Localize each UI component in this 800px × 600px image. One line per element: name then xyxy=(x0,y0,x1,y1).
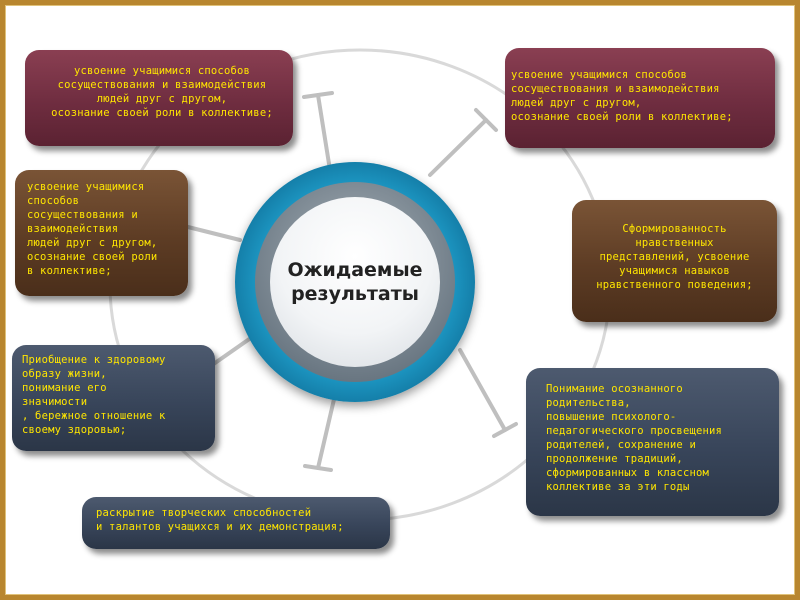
result-box-mid-left xyxy=(15,170,188,296)
result-text-low-left: Приобщение к здоровому образу жизни, понимание его значимости , бережное отношение к своему здоровью; xyxy=(22,354,166,436)
spoke-low-right-cap xyxy=(494,424,516,436)
result-box-bottom xyxy=(82,497,390,549)
result-box-top-right xyxy=(505,48,775,148)
result-box-top-left xyxy=(25,50,293,146)
result-text-mid-right: Сформированность нравственных представлений, усвоение учащимися навыков нравственного поведения; xyxy=(596,223,753,291)
result-box-low-right xyxy=(526,368,779,516)
result-text-bottom: раскрытие творческих способностей и талантов учащихся и их демонстрация; xyxy=(96,507,344,533)
result-text-top-right: усвоение учащимися способов сосуществования и взаимодействия людей друг с другом, осознание своей роли в коллективе; xyxy=(511,69,733,123)
spoke-top-left-cap xyxy=(304,93,332,97)
result-box-low-left xyxy=(12,345,215,451)
spoke-low-right xyxy=(460,350,505,430)
result-text-mid-left: усвоение учащимися способов сосуществования и взаимодействия людей друг с другом, осознание своей роли в коллективе; xyxy=(27,181,158,277)
spoke-bottom-cap xyxy=(305,466,331,470)
result-text-top-left: усвоение учащимися способов сосуществования и взаимодействия людей друг с другом, осознание своей роли в коллективе; xyxy=(51,65,273,119)
center-title: Ожидаемые результаты xyxy=(287,259,423,305)
center-node xyxy=(270,197,440,367)
spoke-mid-left xyxy=(180,225,240,240)
spoke-bottom xyxy=(318,395,335,468)
result-box-mid-right xyxy=(572,200,777,322)
result-text-low-right: Понимание осознанного родительства, повышение психолого- педагогического просвещения родителей, сохранение и продолжение традиций, сформированных в классном коллективе за эти годы xyxy=(546,383,723,493)
spoke-top-left xyxy=(318,95,330,170)
spoke-top-right xyxy=(430,120,486,175)
